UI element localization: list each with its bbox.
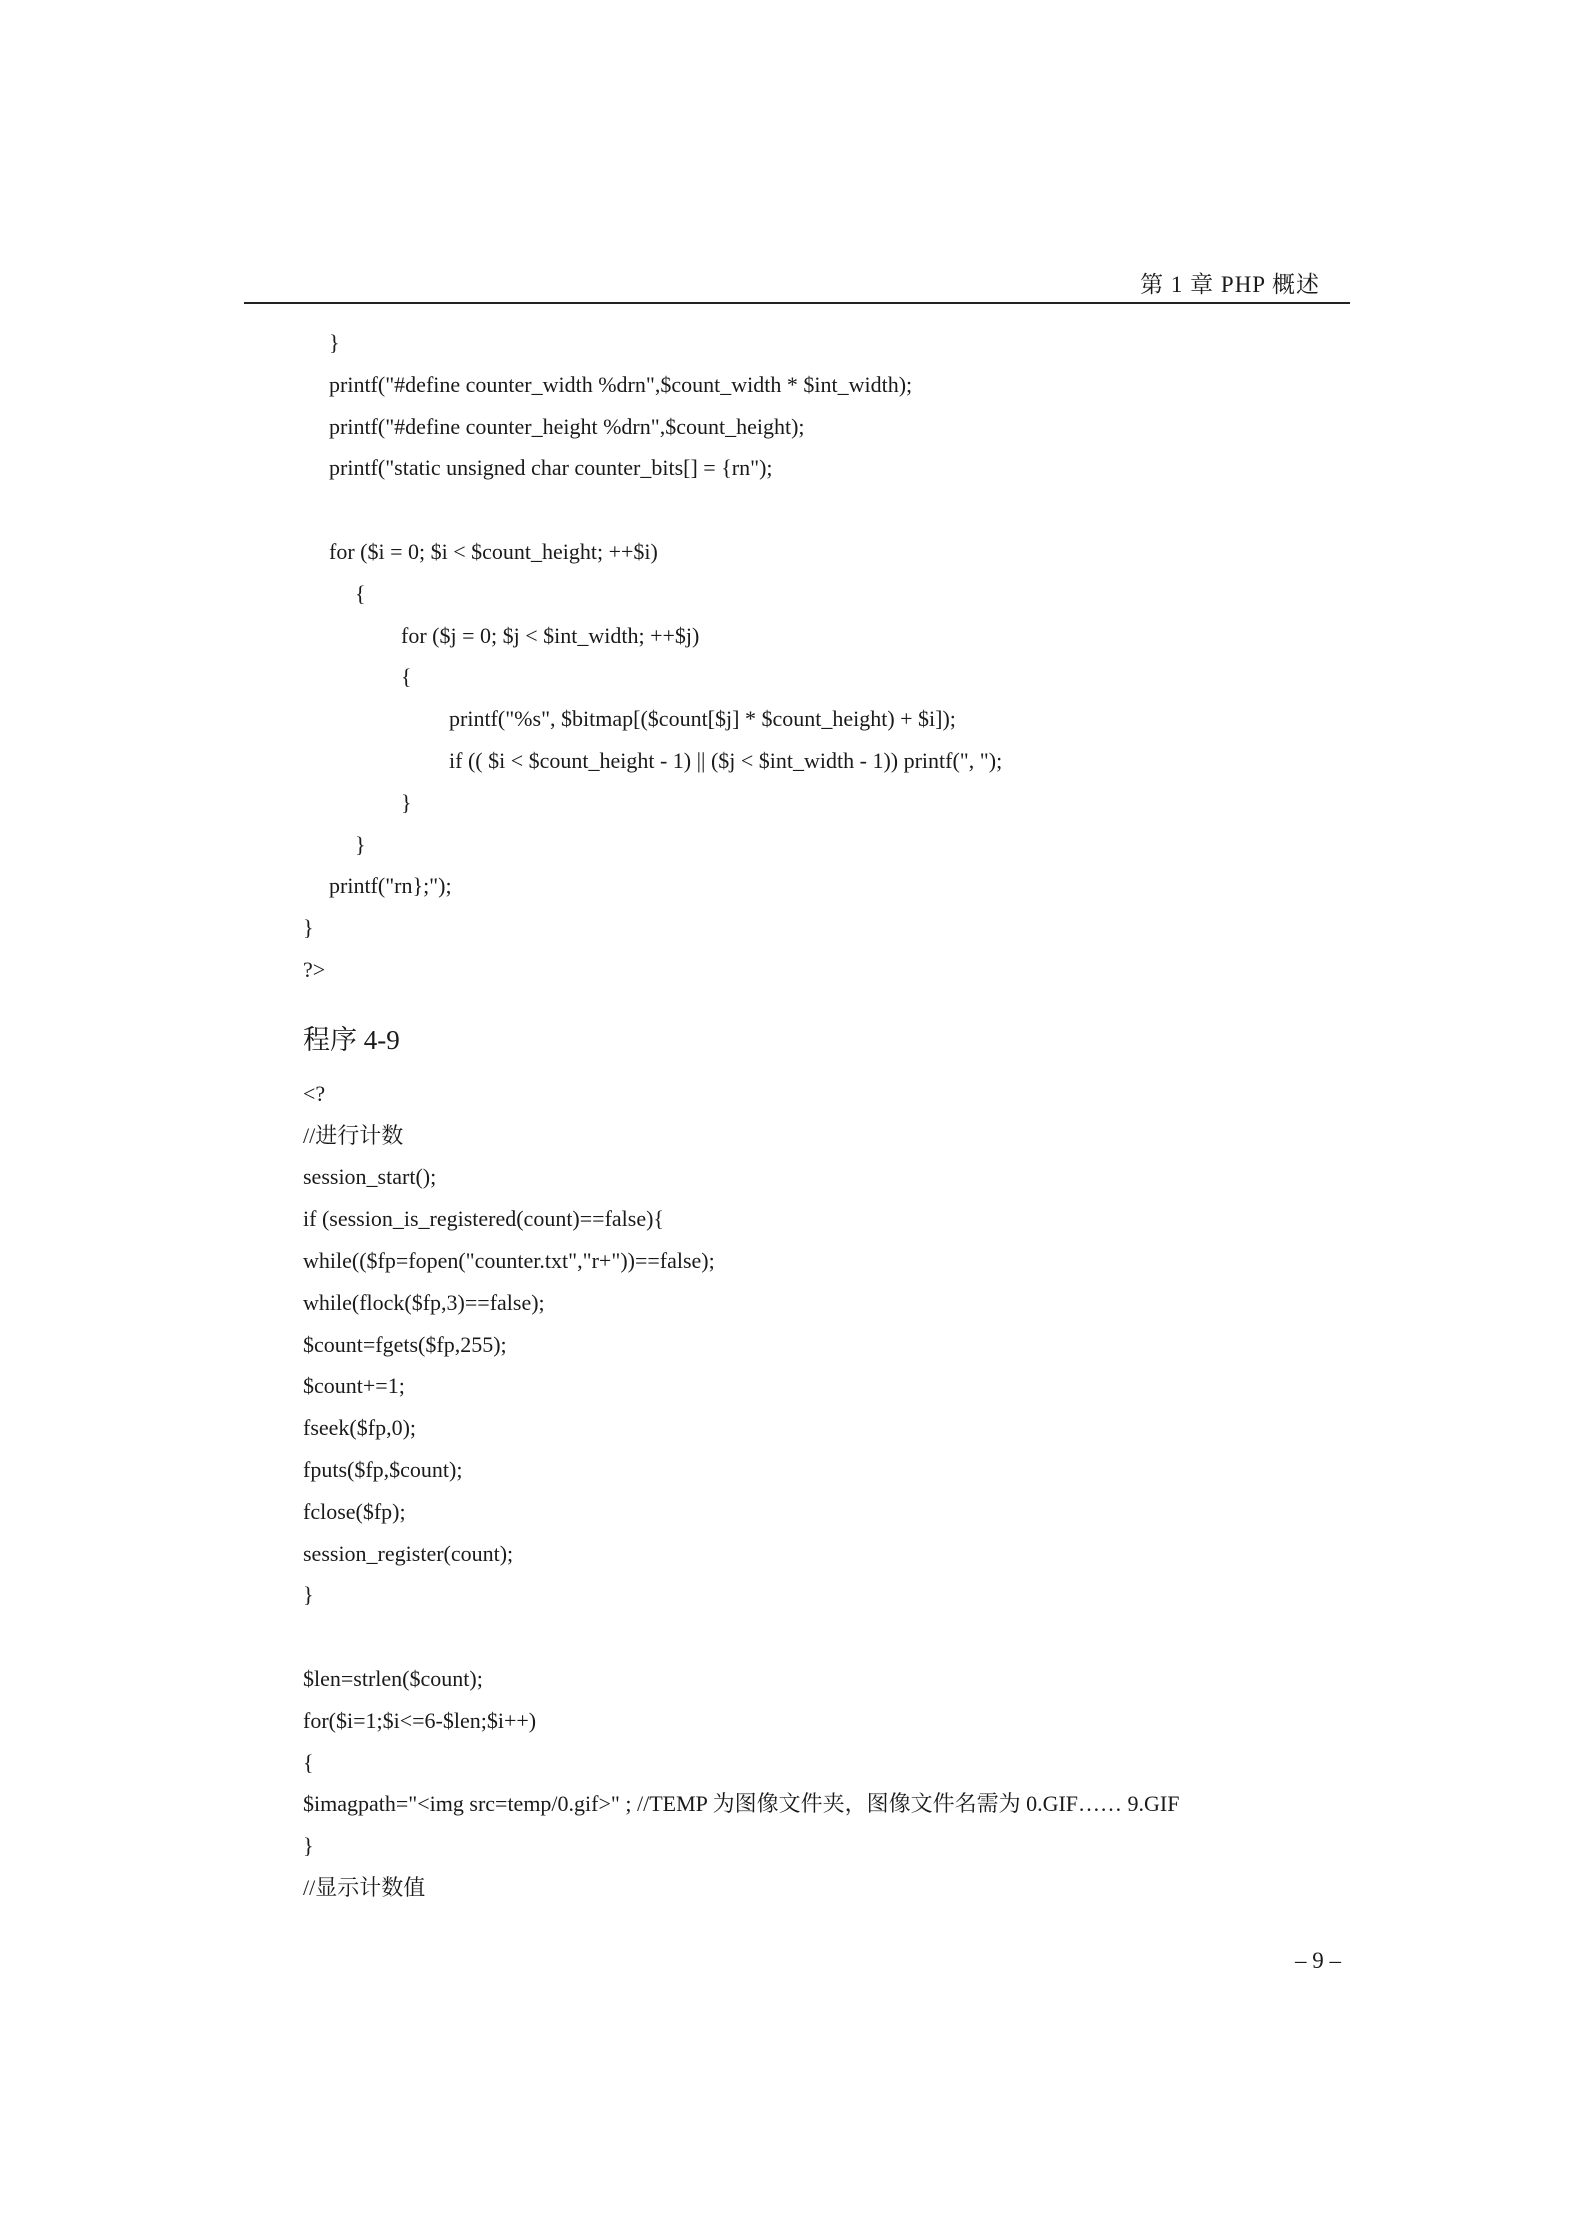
code-line: }	[329, 330, 340, 355]
code-line: printf("rn};");	[329, 873, 452, 899]
code-block-part2	[303, 1073, 1363, 1909]
code-line: {	[303, 1749, 314, 1775]
code-line: ?>	[303, 956, 326, 982]
section-title: 程序 4-9	[303, 1024, 400, 1055]
code-line: }	[355, 831, 366, 857]
code-line: session_register(count);	[303, 1540, 514, 1566]
page-number: – 9 –	[1295, 1948, 1341, 1973]
code-line: //进行计数	[303, 1122, 404, 1148]
code-line: $imagpath="<img src=temp/0.gif>" ; //TEMP 为图像文件夹，图像文件名需为 0.GIF…… 9.GIF	[303, 1791, 1180, 1817]
code-line: }	[303, 1833, 314, 1859]
code-line: while(($fp=fopen("counter.txt","r+"))==false);	[303, 1247, 715, 1273]
code-line: for ($j = 0; $j < $int_width; ++$j)	[401, 622, 700, 648]
code-line: for ($i = 0; $i < $count_height; ++$i)	[329, 538, 658, 564]
code-line: {	[401, 664, 412, 690]
code-line: printf("static unsigned char counter_bits[] = {rn");	[329, 455, 773, 481]
code-line: if (session_is_registered(count)==false){	[303, 1206, 664, 1232]
code-line	[303, 1616, 1363, 1658]
code-line: $count+=1;	[303, 1373, 405, 1399]
code-line	[303, 489, 1363, 531]
code-line: printf("%s", $bitmap[($count[$j] * $count_height) + $i]);	[449, 706, 956, 732]
code-line: }	[401, 789, 412, 815]
page-content	[303, 322, 1363, 1909]
code-line: }	[303, 1582, 314, 1608]
chapter-title: 第 1 章 PHP 概述	[1140, 272, 1320, 297]
page-header	[244, 258, 1350, 304]
code-line: $len=strlen($count);	[303, 1665, 483, 1691]
code-line: session_start();	[303, 1164, 437, 1190]
code-line: $count=fgets($fp,255);	[303, 1331, 507, 1357]
code-line: <?	[303, 1080, 326, 1106]
code-line: //显示计数值	[303, 1874, 426, 1900]
code-line: printf("#define counter_height %drn",$count_height);	[329, 413, 805, 439]
code-block-part1	[303, 322, 1363, 991]
code-line: for($i=1;$i<=6-$len;$i++)	[303, 1707, 537, 1733]
code-line: fseek($fp,0);	[303, 1415, 417, 1441]
code-line: while(flock($fp,3)==false);	[303, 1289, 545, 1315]
code-line: {	[355, 580, 366, 606]
code-line: if (( $i < $count_height - 1) || ($j < $int_width - 1)) printf(", ");	[449, 747, 1003, 773]
code-line: printf("#define counter_width %drn",$count_width * $int_width);	[329, 371, 913, 397]
code-line: fclose($fp);	[303, 1498, 406, 1524]
code-line: fputs($fp,$count);	[303, 1456, 463, 1482]
code-line: }	[303, 915, 314, 941]
